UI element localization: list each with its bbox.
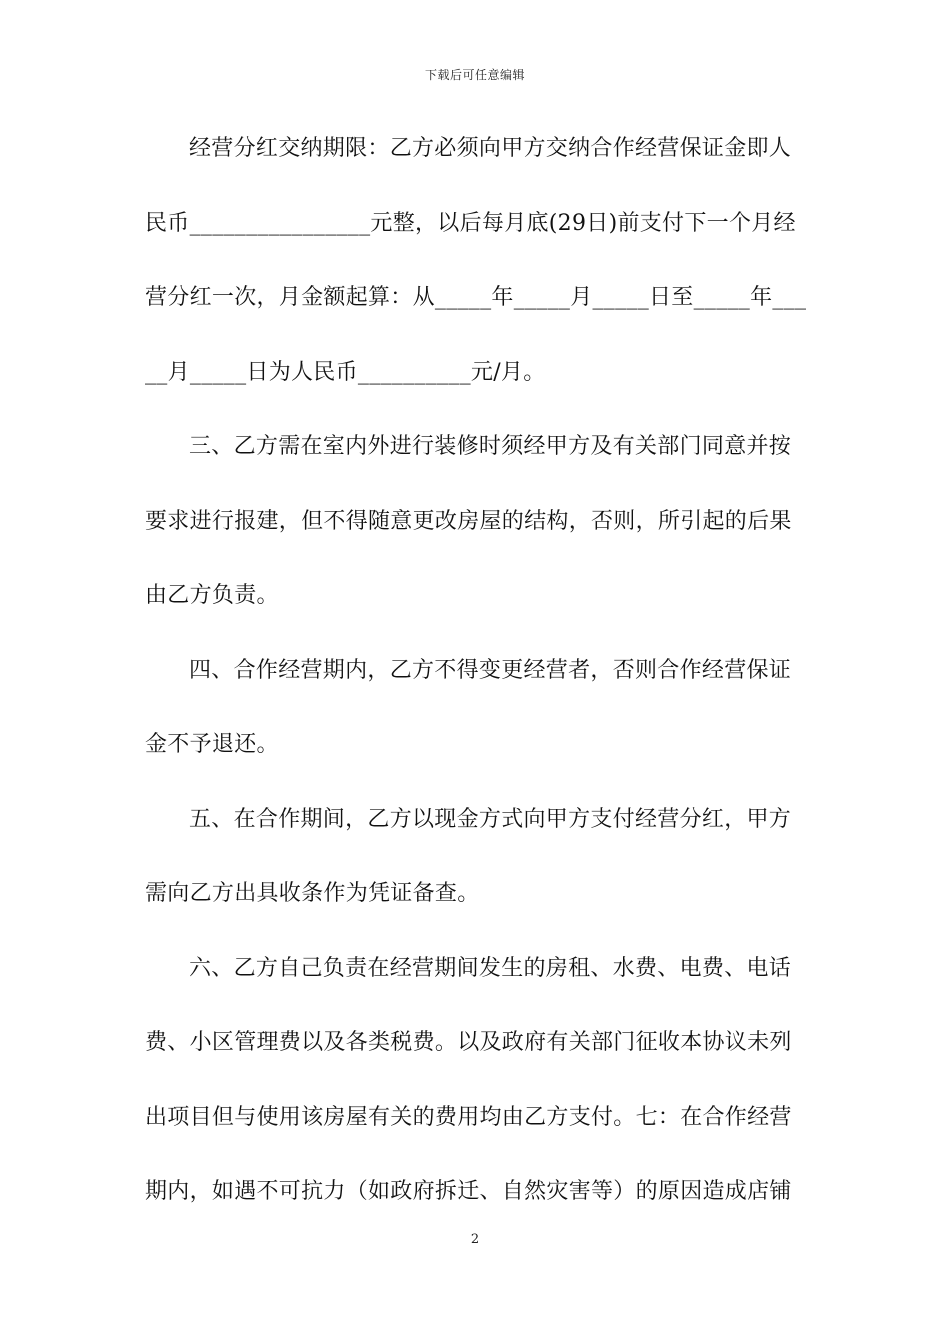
paragraph-line: 四、合作经营期内，乙方不得变更经营者，否则合作经营保证	[189, 657, 792, 683]
paragraph-line: __月_____日为人民币__________元/月。	[145, 359, 546, 385]
paragraph-line: 经营分红交纳期限：乙方必须向甲方交纳合作经营保证金即人	[189, 136, 792, 161]
paragraph-line: 需向乙方出具收条作为凭证备查。	[145, 881, 480, 906]
page-number: 2	[470, 1232, 480, 1247]
paragraph-line: 期内，如遇不可抗力（如政府拆迁、自然灾害等）的原因造成店铺	[145, 1179, 792, 1204]
paragraph-line: 出项目但与使用该房屋有关的费用均由乙方支付。七：在合作经营	[145, 1104, 792, 1130]
paragraph-line: 费、小区管理费以及各类税费。以及政府有关部门征收本协议未列	[145, 1030, 792, 1055]
paragraph-line: 由乙方负责。	[145, 583, 279, 608]
paragraph-line: 三、乙方需在室内外进行装修时须经甲方及有关部门同意并按	[189, 434, 792, 459]
paragraph-line: 民币________________元整，以后每月底(29日)前支付下一个月经	[145, 210, 796, 236]
paragraph-line: 六、乙方自己负责在经营期间发生的房租、水费、电费、电话	[189, 955, 792, 981]
paragraph-line: 要求进行报建，但不得随意更改房屋的结构，否则，所引起的后果	[145, 508, 792, 534]
page-header-note: 下载后可任意编辑	[424, 68, 525, 82]
document-body	[145, 112, 807, 1230]
paragraph-line: 营分红一次，月金额起算：从_____年_____月_____日至_____年___	[145, 285, 807, 310]
paragraph-line: 五、在合作期间，乙方以现金方式向甲方支付经营分红，甲方	[189, 806, 792, 832]
paragraph-line: 金不予退还。	[145, 732, 279, 757]
